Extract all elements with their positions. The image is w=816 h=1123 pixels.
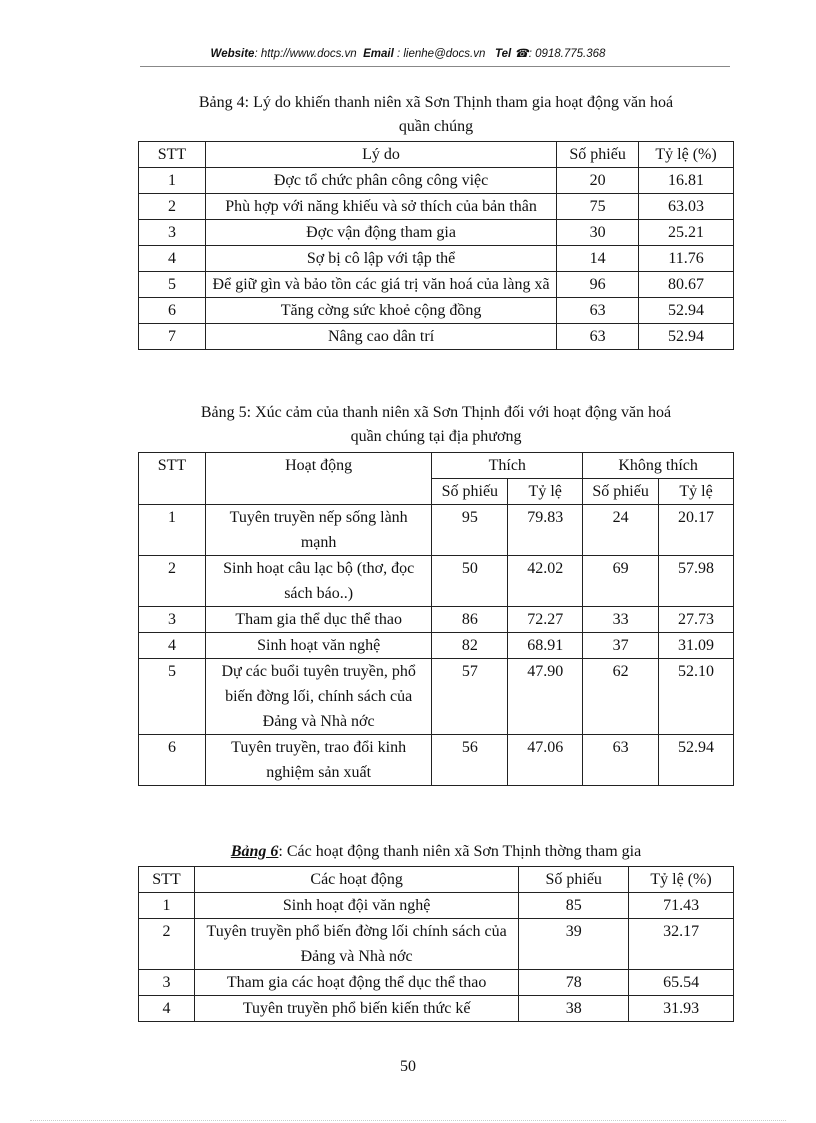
cell-reason: Phù hợp với năng khiếu và sở thích của bản thân bbox=[205, 194, 556, 220]
cell-stt: 6 bbox=[139, 735, 206, 786]
table5-caption-line1: Bảng 5: Xúc cảm của thanh niên xã Sơn Thịnh đối với hoạt động văn hoá bbox=[200, 404, 672, 421]
cell-like-rate: 42.02 bbox=[508, 556, 583, 607]
table5-header-activity: Hoạt động bbox=[205, 453, 431, 505]
table-row bbox=[139, 194, 734, 220]
cell-stt: 3 bbox=[139, 970, 195, 996]
table-row bbox=[139, 919, 734, 970]
cell-votes: 63 bbox=[557, 324, 639, 350]
cell-stt: 1 bbox=[139, 505, 206, 556]
cell-votes: 85 bbox=[519, 893, 629, 919]
cell-activity: Tham gia thể dục thể thao bbox=[205, 607, 431, 633]
table-row bbox=[139, 607, 734, 633]
cell-like-votes: 82 bbox=[432, 633, 508, 659]
cell-reason: Tăng cờng sức khoẻ cộng đồng bbox=[205, 298, 556, 324]
table-row bbox=[139, 893, 734, 919]
cell-like-votes: 50 bbox=[432, 556, 508, 607]
cell-activity: Tuyên truyền, trao đổi kinh nghiệm sản xuất bbox=[205, 735, 431, 786]
table-row bbox=[139, 246, 734, 272]
cell-stt: 5 bbox=[139, 659, 206, 735]
table-row bbox=[139, 168, 734, 194]
table4-caption bbox=[138, 91, 734, 139]
cell-rate: 31.93 bbox=[629, 996, 734, 1022]
cell-rate: 52.94 bbox=[639, 324, 734, 350]
cell-activity: Tuyên truyền nếp sống lành mạnh bbox=[205, 505, 431, 556]
cell-dislike-votes: 62 bbox=[583, 659, 659, 735]
cell-reason: Đợc vận động tham gia bbox=[205, 220, 556, 246]
cell-dislike-rate: 52.94 bbox=[659, 735, 734, 786]
cell-dislike-rate: 20.17 bbox=[659, 505, 734, 556]
table4-header-reason: Lý do bbox=[205, 142, 556, 168]
cell-like-votes: 86 bbox=[432, 607, 508, 633]
cell-votes: 75 bbox=[557, 194, 639, 220]
cell-dislike-votes: 33 bbox=[583, 607, 659, 633]
cell-activity: Sinh hoạt đội văn nghệ bbox=[194, 893, 518, 919]
cell-reason: Để giữ gìn và bảo tồn các giá trị văn hoá của làng xã bbox=[205, 272, 556, 298]
cell-activity: Tham gia các hoạt động thể dục thể thao bbox=[194, 970, 518, 996]
cell-like-rate: 47.06 bbox=[508, 735, 583, 786]
table5-caption bbox=[138, 401, 734, 449]
cell-stt: 1 bbox=[139, 168, 206, 194]
cell-stt: 2 bbox=[139, 556, 206, 607]
cell-like-rate: 72.27 bbox=[508, 607, 583, 633]
cell-votes: 38 bbox=[519, 996, 629, 1022]
cell-votes: 20 bbox=[557, 168, 639, 194]
table5-header-dislike: Không thích bbox=[583, 453, 734, 479]
cell-stt: 6 bbox=[139, 298, 206, 324]
cell-dislike-rate: 57.98 bbox=[659, 556, 734, 607]
cell-rate: 52.94 bbox=[639, 298, 734, 324]
table4-header-votes: Số phiếu bbox=[557, 142, 639, 168]
cell-activity: Sinh hoạt câu lạc bộ (thơ, đọc sách báo..) bbox=[205, 556, 431, 607]
email-label: Email bbox=[363, 48, 394, 60]
cell-stt: 1 bbox=[139, 893, 195, 919]
table4 bbox=[138, 141, 734, 350]
website-label: Website bbox=[210, 48, 255, 60]
table6-header-row bbox=[139, 867, 734, 893]
cell-like-rate: 79.83 bbox=[508, 505, 583, 556]
cell-reason: Sợ bị cô lập với tập thể bbox=[205, 246, 556, 272]
table5-header-like-rate: Tỷ lệ bbox=[508, 479, 583, 505]
table6-header-stt: STT bbox=[139, 867, 195, 893]
table4-caption-line2: quần chúng bbox=[398, 118, 474, 135]
cell-votes: 96 bbox=[557, 272, 639, 298]
cell-stt: 3 bbox=[139, 607, 206, 633]
cell-dislike-votes: 69 bbox=[583, 556, 659, 607]
cell-stt: 4 bbox=[139, 996, 195, 1022]
cell-rate: 32.17 bbox=[629, 919, 734, 970]
table-row bbox=[139, 735, 734, 786]
cell-activity: Dự các buổi tuyên truyền, phổ biến đờng lối, chính sách của Đảng và Nhà nớc bbox=[205, 659, 431, 735]
cell-like-votes: 95 bbox=[432, 505, 508, 556]
page-header bbox=[0, 46, 816, 60]
table-row bbox=[139, 298, 734, 324]
website-value: : http://www.docs.vn bbox=[254, 48, 357, 60]
table5-header-like: Thích bbox=[432, 453, 583, 479]
cell-activity: Tuyên truyền phổ biến kiến thức kế bbox=[194, 996, 518, 1022]
table-row bbox=[139, 505, 734, 556]
cell-rate: 71.43 bbox=[629, 893, 734, 919]
cell-votes: 14 bbox=[557, 246, 639, 272]
table5-caption-line2: quần chúng tại địa phương bbox=[350, 428, 522, 445]
cell-rate: 80.67 bbox=[639, 272, 734, 298]
table-row bbox=[139, 220, 734, 246]
cell-activity: Sinh hoạt văn nghệ bbox=[205, 633, 431, 659]
table-row bbox=[139, 633, 734, 659]
table4-header-stt: STT bbox=[139, 142, 206, 168]
table4-header-row bbox=[139, 142, 734, 168]
cell-dislike-votes: 24 bbox=[583, 505, 659, 556]
table6-caption bbox=[138, 840, 734, 864]
cell-rate: 65.54 bbox=[629, 970, 734, 996]
cell-like-rate: 47.90 bbox=[508, 659, 583, 735]
table4-caption-line1: Bảng 4: Lý do khiến thanh niên xã Sơn Thịnh tham gia hoạt động văn hoá bbox=[198, 94, 674, 111]
table6-caption-rest: : Các hoạt động thanh niên xã Sơn Thịnh thờng tham gia bbox=[278, 843, 642, 860]
table-row bbox=[139, 659, 734, 735]
table-row bbox=[139, 556, 734, 607]
table-row bbox=[139, 970, 734, 996]
table6 bbox=[138, 866, 734, 1022]
cell-stt: 2 bbox=[139, 919, 195, 970]
cell-activity: Tuyên truyền phổ biến đờng lối chính sách của Đảng và Nhà nớc bbox=[194, 919, 518, 970]
header-divider bbox=[140, 66, 730, 67]
cell-reason: Nâng cao dân trí bbox=[205, 324, 556, 350]
cell-rate: 25.21 bbox=[639, 220, 734, 246]
cell-votes: 30 bbox=[557, 220, 639, 246]
phone-icon: ☎ bbox=[514, 48, 529, 60]
table-row bbox=[139, 996, 734, 1022]
cell-votes: 78 bbox=[519, 970, 629, 996]
table-row bbox=[139, 272, 734, 298]
table5-header-dislike-rate: Tỷ lệ bbox=[659, 479, 734, 505]
cell-like-votes: 56 bbox=[432, 735, 508, 786]
page-number: 50 bbox=[400, 1058, 416, 1075]
tel-label: Tel bbox=[494, 48, 512, 60]
cell-rate: 63.03 bbox=[639, 194, 734, 220]
cell-stt: 5 bbox=[139, 272, 206, 298]
cell-rate: 16.81 bbox=[639, 168, 734, 194]
table5-header-like-votes: Số phiếu bbox=[432, 479, 508, 505]
cell-votes: 39 bbox=[519, 919, 629, 970]
table6-header-rate: Tỷ lệ (%) bbox=[629, 867, 734, 893]
table6-header-activity: Các hoạt động bbox=[194, 867, 518, 893]
cell-like-rate: 68.91 bbox=[508, 633, 583, 659]
table6-caption-label: Bảng 6 bbox=[230, 843, 279, 860]
cell-stt: 3 bbox=[139, 220, 206, 246]
cell-reason: Đợc tổ chức phân công công việc bbox=[205, 168, 556, 194]
table4-header-rate: Tỷ lệ (%) bbox=[639, 142, 734, 168]
table5-header-row bbox=[139, 453, 734, 479]
cell-dislike-votes: 37 bbox=[583, 633, 659, 659]
footer-divider bbox=[30, 1120, 786, 1121]
cell-stt: 2 bbox=[139, 194, 206, 220]
tel-value: : 0918.775.368 bbox=[528, 48, 606, 60]
cell-dislike-rate: 31.09 bbox=[659, 633, 734, 659]
table5-header-dislike-votes: Số phiếu bbox=[583, 479, 659, 505]
cell-like-votes: 57 bbox=[432, 659, 508, 735]
cell-dislike-votes: 63 bbox=[583, 735, 659, 786]
cell-dislike-rate: 27.73 bbox=[659, 607, 734, 633]
table5 bbox=[138, 452, 734, 786]
table6-header-votes: Số phiếu bbox=[519, 867, 629, 893]
cell-rate: 11.76 bbox=[639, 246, 734, 272]
cell-stt: 7 bbox=[139, 324, 206, 350]
cell-stt: 4 bbox=[139, 246, 206, 272]
cell-stt: 4 bbox=[139, 633, 206, 659]
cell-dislike-rate: 52.10 bbox=[659, 659, 734, 735]
cell-votes: 63 bbox=[557, 298, 639, 324]
table-row bbox=[139, 324, 734, 350]
email-value: : lienhe@docs.vn bbox=[396, 48, 486, 60]
table5-header-stt: STT bbox=[139, 453, 206, 505]
